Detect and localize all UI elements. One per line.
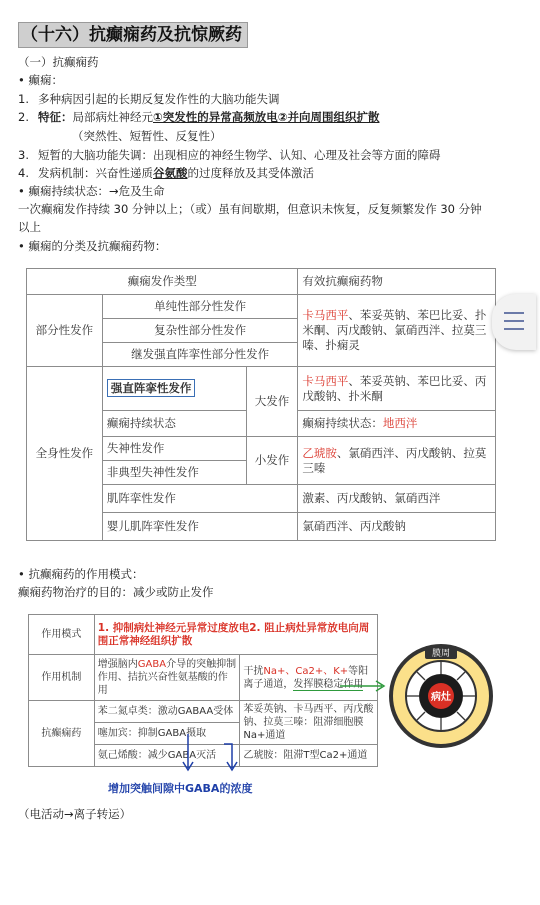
table-cell: 乙琥胺：阻滞T型Ca2+通道	[240, 745, 378, 767]
table-cell: 噻加宾：抑制GABA摄取	[94, 723, 240, 745]
table-cell: 卡马西平、苯妥英钠、苯巴比妥、扑米酮、丙戊酸钠、氯硝西泮、拉莫三嗪、扑痫灵	[298, 295, 496, 367]
table-cell: 苯二氮卓类：激动GABAA受体	[94, 701, 240, 723]
classification-table	[26, 268, 496, 550]
table-cell: 癫痫持续状态	[102, 411, 246, 437]
table-cell: 干扰Na+、Ca2+、K+等阳离子通道，发挥膜稳定作用	[240, 655, 378, 701]
section-heading: （一）抗癫痫药	[18, 55, 99, 69]
svg-text:膜周: 膜周	[431, 649, 451, 659]
table-cell: 复杂性部分性发作	[102, 319, 298, 343]
table-header: 癫痫发作类型	[27, 269, 298, 295]
status-text: 一次癫痫发作持续 30 分钟以上；（或）虽有间歇期，但意识未恢复，反复频繁发作 30 分钟	[18, 202, 482, 216]
table-cell: 小发作	[246, 437, 298, 485]
list-item: 4. 发病机制：兴奋性递质谷氨酸的过度释放及其受体激活	[18, 166, 314, 180]
purpose-text: 癫痫药物治疗的目的：减少或防止发作	[18, 585, 214, 599]
status-heading: • 癫痫持续状态：→危及生命	[18, 184, 165, 198]
table-cell: 卡马西平、苯妥英钠、苯巴比妥、丙戊酸钠、扑米酮	[298, 367, 496, 411]
table-cell: 非典型失神性发作	[102, 461, 246, 485]
neuron-focus-diagram	[385, 640, 497, 752]
table-cell: 单纯性部分性发作	[102, 295, 298, 319]
menu-icon	[504, 312, 524, 314]
table-cell: 乙琥胺、氯硝西泮、丙戊酸钠、拉莫三嗪	[298, 437, 496, 485]
table-cell: 癫痫持续状态：地西泮	[298, 411, 496, 437]
gaba-note: 增加突触间隙中GABA的浓度	[108, 782, 253, 795]
table-cell: 大发作	[246, 367, 298, 437]
table-cell: 失神性发作	[102, 437, 246, 461]
list-subitem: （突然性、短暂性、反复性）	[72, 129, 222, 143]
table-cell: 氯硝西泮、丙戊酸钠	[298, 513, 496, 541]
mode-table	[28, 614, 378, 774]
status-text: 以上	[18, 220, 41, 234]
svg-text:病灶: 病灶	[431, 692, 451, 703]
table-cell: 婴儿肌阵挛性发作	[102, 513, 298, 541]
list-item: 1. 多种病因引起的长期反复发作性的大脑功能失调	[18, 92, 280, 106]
table-cell: 苯妥英钠、卡马西平、丙戊酸钠、拉莫三嗪：阻滞细胞膜Na+通道	[240, 701, 378, 745]
table-cell: 强直阵挛性发作	[102, 367, 246, 411]
table-cell: 激素、丙戊酸钠、氯硝西泮	[298, 485, 496, 513]
table-cell: 抗癫痫药	[29, 701, 95, 767]
table-cell: 作用模式	[29, 615, 95, 655]
list-item: 3. 短暂的大脑功能失调：出现相应的神经生物学、认知、心理及社会等方面的障碍	[18, 148, 441, 162]
table-cell: 氨己烯酸：减少GABA灭活	[94, 745, 240, 767]
table-header: 有效抗癫痫药物	[298, 269, 496, 295]
list-item: 2. 特征：局部病灶神经元①突发性的异常高频放电②并向周围组织扩散	[18, 110, 380, 124]
page-title: （十六）抗癫痫药及抗惊厥药	[18, 22, 248, 48]
table-cell: 全身性发作	[27, 367, 103, 541]
table-cell: 1. 抑制病灶神经元异常过度放电2. 阻止病灶异常放电向周围正常神经组织扩散	[94, 615, 377, 655]
mode-heading: • 抗癫痫药的作用模式：	[18, 567, 144, 581]
table-cell: 作用机制	[29, 655, 95, 701]
footer-note: （电活动→离子转运）	[18, 807, 132, 821]
table-cell: 肌阵挛性发作	[102, 485, 298, 513]
table-cell: 增强脑内GABA介导的突触抑制作用、拮抗兴奋性氨基酸的作用	[94, 655, 240, 701]
menu-button[interactable]	[492, 294, 536, 350]
table-cell: 部分性发作	[27, 295, 103, 367]
classification-heading: • 癫痫的分类及抗癫痫药物：	[18, 239, 167, 253]
table-cell: 继发强直阵挛性部分性发作	[102, 343, 298, 367]
bullet-epilepsy: • 癫痫：	[18, 73, 63, 87]
